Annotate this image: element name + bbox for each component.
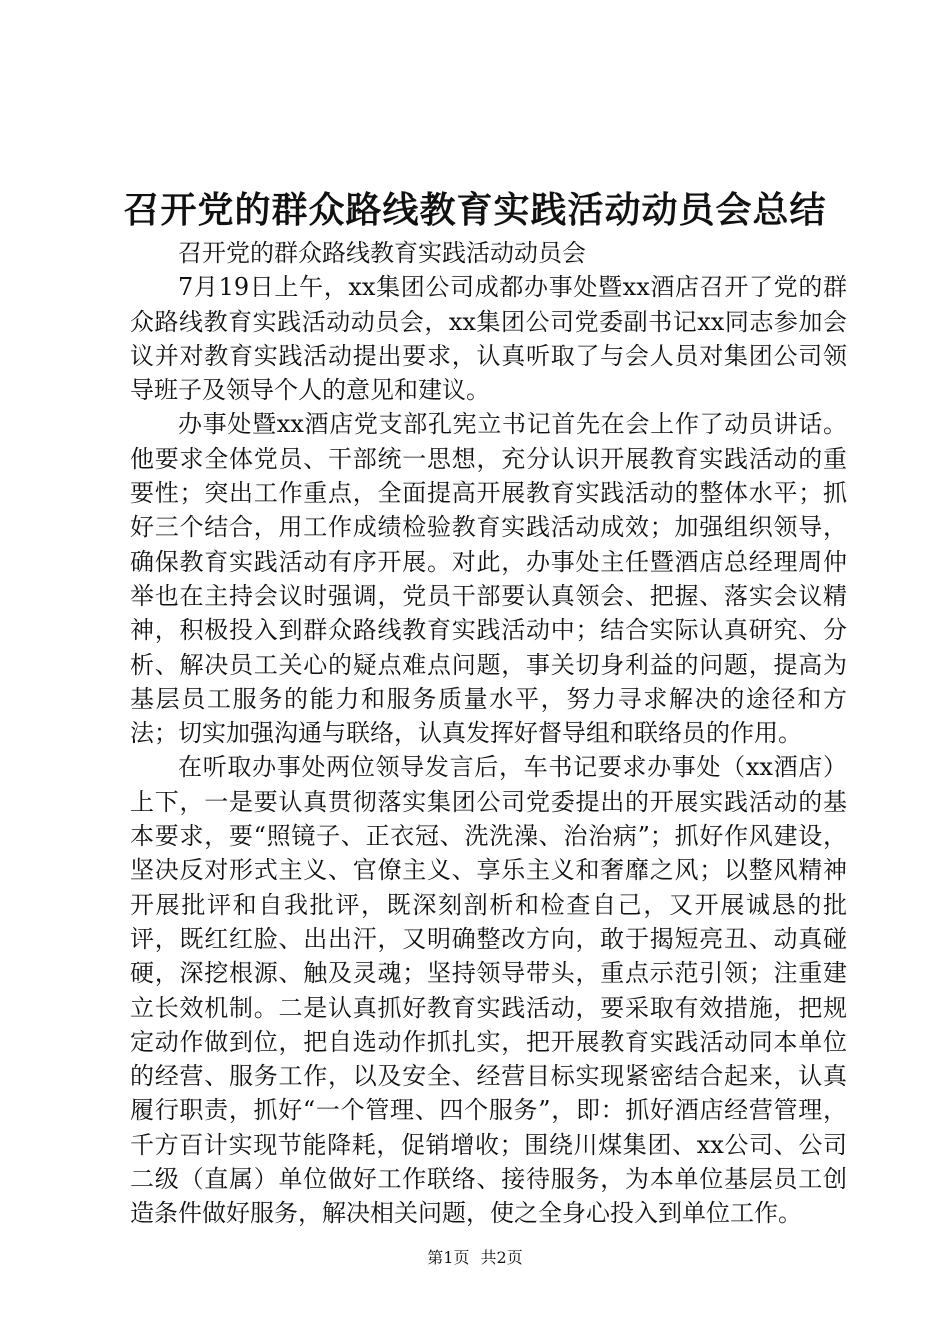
paragraph-subtitle: 召开党的群众路线教育实践活动动员会 <box>178 239 586 267</box>
paragraph: 在听取办事处两位领导发言后，车书记要求办事处（xx酒店）上下，一是要认真贯彻落实集团公司党委提出的开展实践活动的基本要求，要“照镜子、正衣冠、洗洗澡、治治病”；抓好作风建设，坚决反对形式主义、官僚主义、享乐主义和奢靡之风；以整风精神开展批评和自我批评，既深刻剖析和检查自己，又开展诚恳的批评，既红红脸、出出汗，又明确整改方向，敢于揭短亮丑、动真碰硬，深挖根源、触及灵魂；坚持领导带头，重点示范引领；注重建立长效机制。二是认真抓好教育实践活动，要采取有效措施，把规定动作做到位，把自选动作抓扎实，把开展教育实践活动同本单位的经营、服务工作，以及安全、经营目标实现紧密结合起来，认真履行职责，抓好“一个管理、四个服务”，即：抓好酒店经营管理，千方百计实现节能降耗，促销增收；围绕川煤集团、xx公司、公司二级（直属）单位做好工作联络、接待服务，为本单位基层员工创造条件做好服务，解决相关问题，使之全身心投入到单位工作。 <box>130 753 847 1228</box>
paragraph: 7月19日上午，xx集团公司成都办事处暨xx酒店召开了党的群众路线教育实践活动动员会，xx集团公司党委副书记xx同志参加会议并对教育实践活动提出要求，认真听取了与会人员对集团公司领导班子及领导个人的意见和建议。 <box>130 273 847 405</box>
page-number: 第1页 <box>427 1248 470 1267</box>
page-footer <box>0 1248 950 1268</box>
document-title: 召开党的群众路线教育实践活动动员会总结 <box>123 189 827 231</box>
document-body <box>130 236 847 1231</box>
paragraph: 办事处暨xx酒店党支部孔宪立书记首先在会上作了动员讲话。他要求全体党员、干部统一思想，充分认识开展教育实践活动的重要性；突出工作重点，全面提高开展教育实践活动的整体水平；抓好三个结合，用工作成绩检验教育实践活动成效；加强组织领导，确保教育实践活动有序开展。对此，办事处主任暨酒店总经理周仲举也在主持会议时强调，党员干部要认真领会、把握、落实会议精神，积极投入到群众路线教育实践活动中；结合实际认真研究、分析、解决员工关心的疑点难点问题，事关切身利益的问题，提高为基层员工服务的能力和服务质量水平，努力寻求解决的途径和方法；切实加强沟通与联络，认真发挥好督导组和联络员的作用。 <box>130 410 847 748</box>
page-total: 共2页 <box>480 1248 523 1267</box>
